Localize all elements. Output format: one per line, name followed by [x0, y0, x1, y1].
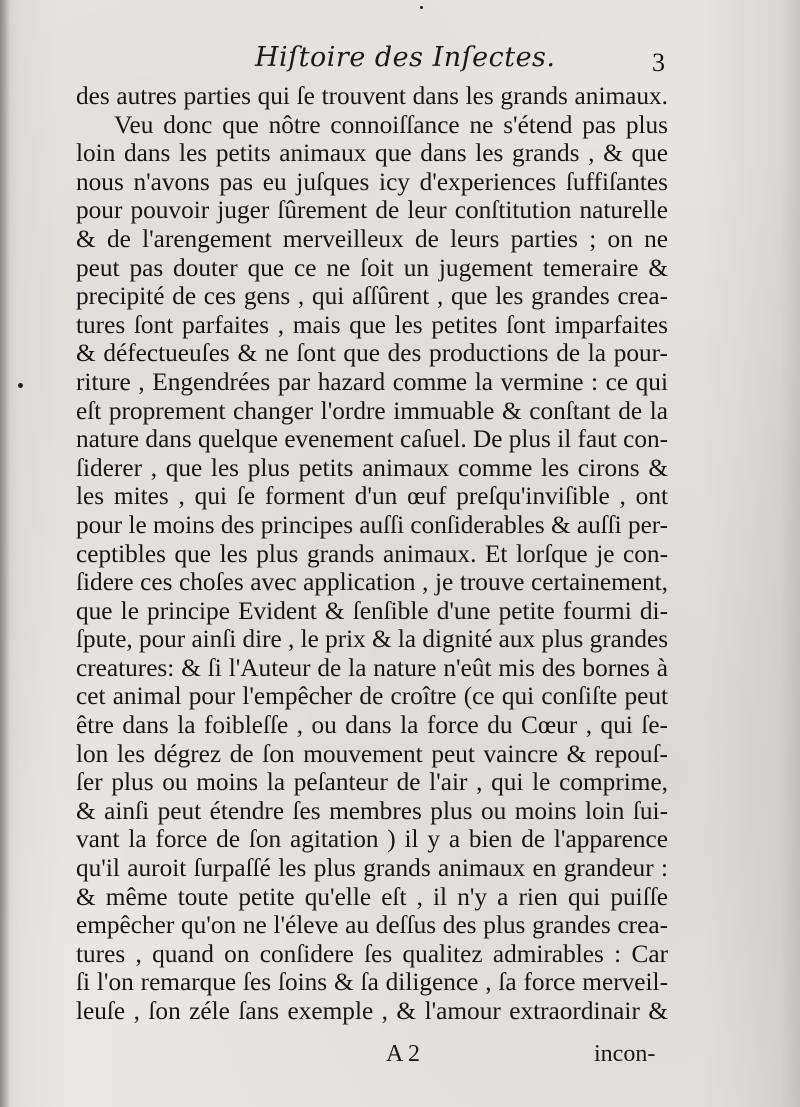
text-line: qu'il auroit ſurpaſſé les plus grands animaux en grandeur :	[76, 854, 668, 883]
text-line: nature dans quelque evenement caſuel. De plus il faut con-	[76, 425, 669, 454]
text-line: lon les dégrez de ſon mouvement peut vaincre & repouſ-	[76, 739, 668, 768]
text-line: les mites , qui ſe forment d'un œuf preſqu'inviſible , ont	[76, 482, 668, 511]
text-line: & de l'arengement merveilleux de leurs parties ; on ne	[76, 224, 668, 253]
ink-speck	[18, 383, 23, 388]
page-gutter-shadow	[0, 0, 10, 1107]
ink-speck	[420, 6, 423, 9]
text-line: tures ſont parfaites , mais que les petites ſont imparfaites	[76, 310, 668, 339]
text-line: tures , quand on conſidere ſes qualitez admirables : Car	[76, 939, 668, 968]
text-line: & même toute petite qu'elle eſt , il n'y a rien qui puiſſe	[76, 882, 668, 911]
text-line: pour le moins des principes auſſi conſiderables & auſſi per-	[76, 510, 669, 539]
signature-mark: A 2	[386, 1041, 421, 1067]
text-line: pour pouvoir juger ſûrement de leur conſtitution naturelle	[76, 196, 668, 225]
text-line: loin dans les petits animaux que dans les grands , & que	[76, 139, 668, 168]
text-line: ceptibles que les plus grands animaux. Et lorſque je con-	[76, 539, 668, 568]
body-text	[76, 82, 668, 1026]
catchword: incon-	[594, 1041, 656, 1067]
text-line: être dans la foibleſſe , ou dans la force du Cœur , qui ſe-	[76, 711, 668, 740]
text-line: cet animal pour l'empêcher de croître (ce qui conſiſte peut	[76, 682, 668, 711]
text-line: ſi l'on remarque ſes ſoins & ſa diligence , ſa force merveil-	[76, 968, 668, 997]
text-line: & défectueuſes & ne ſont que des productions de la pour-	[76, 339, 668, 368]
text-line: nous n'avons pas eu juſques icy d'experiences ſuffiſantes	[76, 167, 668, 196]
text-line: vant la force de ſon agitation ) il y a bien de l'apparence	[76, 825, 668, 854]
text-line: leuſe , ſon zéle ſans exemple , & l'amour extraordinair &	[76, 997, 668, 1025]
running-title: Hiſtoire des Inſectes.	[255, 42, 556, 73]
text-line: creatures: & ſi l'Auteur de la nature n'eût mis des bornes à	[76, 653, 668, 682]
text-line: ſidere ces choſes avec application , je trouve certainement,	[76, 568, 668, 597]
text-line: ſpute, pour ainſi dire , le prix & la dignité aux plus grandes	[76, 625, 669, 654]
text-line: & ainſi peut étendre ſes membres plus ou moins loin ſui-	[76, 796, 668, 825]
text-line: des autres parties qui ſe trouvent dans les grands animaux.	[76, 82, 668, 110]
text-line: eſt proprement changer l'ordre immuable & conſtant de la	[76, 396, 668, 425]
page-number: 3	[652, 48, 665, 77]
page-footer	[0, 1041, 800, 1071]
text-line: que le principe Evident & ſenſible d'une petite fourmi di-	[76, 596, 668, 625]
text-line: ſiderer , que les plus petits animaux comme les cirons &	[76, 453, 668, 482]
text-line: precipité de ces gens , qui aſſûrent , que les grandes crea-	[76, 282, 668, 311]
text-line: Veu donc que nôtre connoiſſance ne s'étend pas plus	[114, 110, 668, 139]
text-line: peut pas douter que ce ne ſoit un jugement temeraire &	[76, 253, 668, 282]
text-line: empêcher qu'on ne l'éleve au deſſus des plus grandes crea-	[76, 911, 668, 940]
running-head	[0, 42, 800, 82]
text-line: riture , Engendrées par hazard comme la vermine : ce qui	[76, 367, 668, 396]
text-line: ſer plus ou moins la peſanteur de l'air , qui le comprime,	[76, 768, 668, 797]
